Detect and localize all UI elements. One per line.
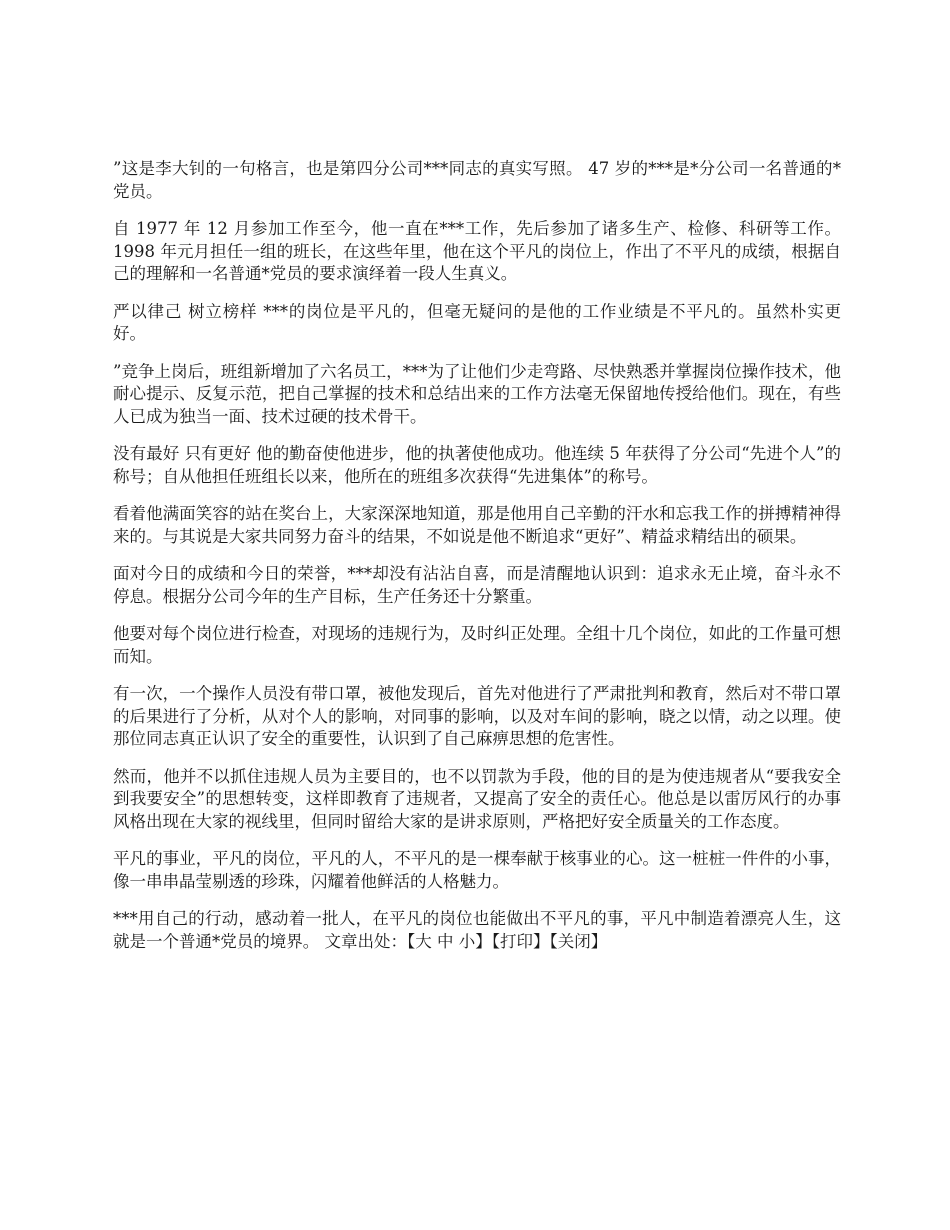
paragraph: 自 1977 年 12 月参加工作至今，他一直在***工作，先后参加了诸多生产、检修、科研等工作。1998 年元月担任一组的班长，在这些年里，他在这个平凡的岗位上，作出了不平凡的成绩，根据自己的理解和一名普通*党员的要求演绎着一段人生真义。 [113,219,841,283]
paragraph: 严以律己 树立榜样 ***的岗位是平凡的，但毫无疑问的是他的工作业绩是不平凡的。虽然朴实更好。 [113,301,841,343]
paragraph: ***用自己的行动，感动着一批人，在平凡的岗位也能做出不平凡的事，平凡中制造着漂亮人生，这就是一个普通*党员的境界。 文章出处：【大 中 小】【打印】【关闭】 [113,909,841,951]
paragraph: 没有最好 只有更好 他的勤奋使他进步，他的执著使他成功。他连续 5 年获得了分公司“先进个人”的称号；自从他担任班组长以来，他所在的班组多次获得“先进集体”的称号。 [113,444,841,486]
document-body [113,158,841,968]
paragraph: ”这是李大钊的一句格言，也是第四分公司***同志的真实写照。 47 岁的***是*分公司一名普通的*党员。 [113,159,841,201]
paragraph: 看着他满面笑容的站在奖台上，大家深深地知道，那是他用自己辛勤的汗水和忘我工作的拼搏精神得来的。与其说是大家共同努力奋斗的结果，不如说是他不断追求“更好”、精益求精结出的硕果。 [113,504,841,546]
paragraph: 面对今日的成绩和今日的荣誉，***却没有沾沾自喜，而是清醒地认识到：追求永无止境，奋斗永不停息。根据分公司今年的生产目标，生产任务还十分繁重。 [113,564,841,606]
paragraph: 然而，他并不以抓住违规人员为主要目的，也不以罚款为手段，他的目的是为使违规者从“要我安全到我要安全”的思想转变，这样即教育了违规者，又提高了安全的责任心。他总是以雷厉风行的办事风格出现在大家的视线里，但同时留给大家的是讲求原则，严格把好安全质量关的工作态度。 [113,766,841,831]
paragraph: 他要对每个岗位进行检查，对现场的违规行为，及时纠正处理。全组十几个岗位，如此的工作量可想而知。 [113,624,841,666]
paragraph: ”竞争上岗后，班组新增加了六名员工，***为了让他们少走弯路、尽快熟悉并掌握岗位操作技术，他耐心提示、反复示范，把自己掌握的技术和总结出来的工作方法毫无保留地传授给他们。现在，有些人已成为独当一面、技术过硬的技术骨干。 [113,361,841,426]
paragraph: 平凡的事业，平凡的岗位，平凡的人，不平凡的是一棵奉献于核事业的心。这一桩桩一件件的小事，像一串串晶莹剔透的珍珠，闪耀着他鲜活的人格魅力。 [113,849,841,891]
paragraph: 有一次，一个操作人员没有带口罩，被他发现后，首先对他进行了严肃批判和教育，然后对不带口罩的后果进行了分析，从对个人的影响，对同事的影响，以及对车间的影响，晓之以情，动之以理。使那位同志真正认识了安全的重要性，认识到了自己麻痹思想的危害性。 [113,684,841,748]
